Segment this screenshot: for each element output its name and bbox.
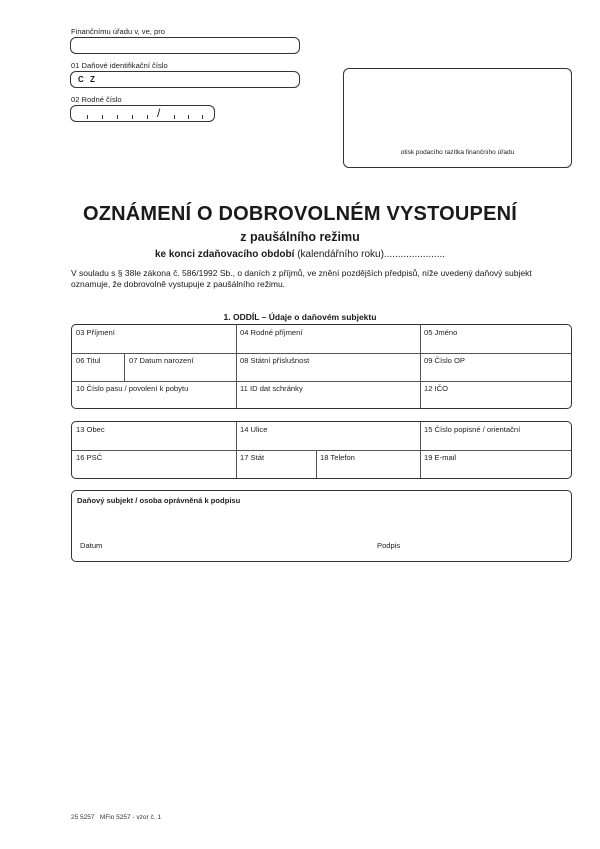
tax-period xyxy=(0,249,600,260)
stamp-label: otisk podacího razítka finančního úřadu xyxy=(400,149,515,156)
office-field[interactable] xyxy=(70,37,300,54)
dic-prefix: C Z xyxy=(78,75,97,84)
intro-line-2: oznamuje, že dobrovolně vystupuje z paušálního režimu. xyxy=(71,279,286,289)
dic-field[interactable] xyxy=(70,71,300,88)
form-title: OZNÁMENÍ O DOBROVOLNÉM VYSTOUPENÍ xyxy=(82,203,518,225)
field-11-databox-id[interactable]: 11 ID dat schránky xyxy=(240,384,303,393)
signature-box xyxy=(71,490,572,562)
form-subtitle: z paušálního režimu xyxy=(240,230,360,244)
field-06-title[interactable]: 06 Titul xyxy=(76,356,101,365)
date-field[interactable]: Datum xyxy=(80,541,103,550)
rc-label: 02 Rodné číslo xyxy=(71,95,122,104)
field-09-id-card[interactable]: 09 Číslo OP xyxy=(424,356,465,365)
field-03-surname[interactable]: 03 Příjmení xyxy=(76,328,115,337)
intro-line-1: V souladu s § 38le zákona č. 586/1992 Sb., o daních z příjmů, ve znění pozdějších předpisů, níže uvedený daňový subjekt xyxy=(71,268,532,278)
address-table xyxy=(71,421,572,479)
field-17-country[interactable]: 17 Stát xyxy=(240,453,265,462)
field-19-email[interactable]: 19 E-mail xyxy=(424,453,457,462)
intro-text xyxy=(71,268,581,290)
rc-separator: / xyxy=(157,106,161,120)
office-label: Finančnímu úřadu v, ve, pro xyxy=(71,27,165,36)
field-12-ico[interactable]: 12 IČO xyxy=(424,384,449,393)
signature-heading: Daňový subjekt / osoba oprávněná k podpisu xyxy=(77,496,241,505)
personal-data-table xyxy=(71,324,572,409)
tax-period-rest: (kalendářního roku)...................... xyxy=(294,249,446,260)
field-15-house-number[interactable]: 15 Číslo popisné / orientační xyxy=(424,425,521,434)
field-14-street[interactable]: 14 Ulice xyxy=(240,425,268,434)
field-16-zip[interactable]: 16 PSČ xyxy=(76,453,103,462)
footer-code: 25 5257 MFin 5257 - vzor č. 1 xyxy=(71,814,161,821)
tax-period-bold: ke konci zdaňovacího období xyxy=(154,249,295,260)
rc-field[interactable] xyxy=(70,105,215,122)
signature-field[interactable]: Podpis xyxy=(377,541,401,550)
field-18-phone[interactable]: 18 Telefon xyxy=(320,453,355,462)
field-04-birth-surname[interactable]: 04 Rodné příjmení xyxy=(240,328,303,337)
field-08-nationality[interactable]: 08 Státní příslušnost xyxy=(240,356,310,365)
field-07-birth-date[interactable]: 07 Datum narození xyxy=(129,356,194,365)
dic-label: 01 Daňové identifikační číslo xyxy=(71,61,168,70)
field-05-first-name[interactable]: 05 Jméno xyxy=(424,328,458,337)
section1-heading: 1. ODDÍL – Údaje o daňovém subjektu xyxy=(223,312,377,322)
stamp-box xyxy=(343,68,572,168)
field-10-passport[interactable]: 10 Číslo pasu / povolení k pobytu xyxy=(76,384,189,393)
field-13-city[interactable]: 13 Obec xyxy=(76,425,105,434)
